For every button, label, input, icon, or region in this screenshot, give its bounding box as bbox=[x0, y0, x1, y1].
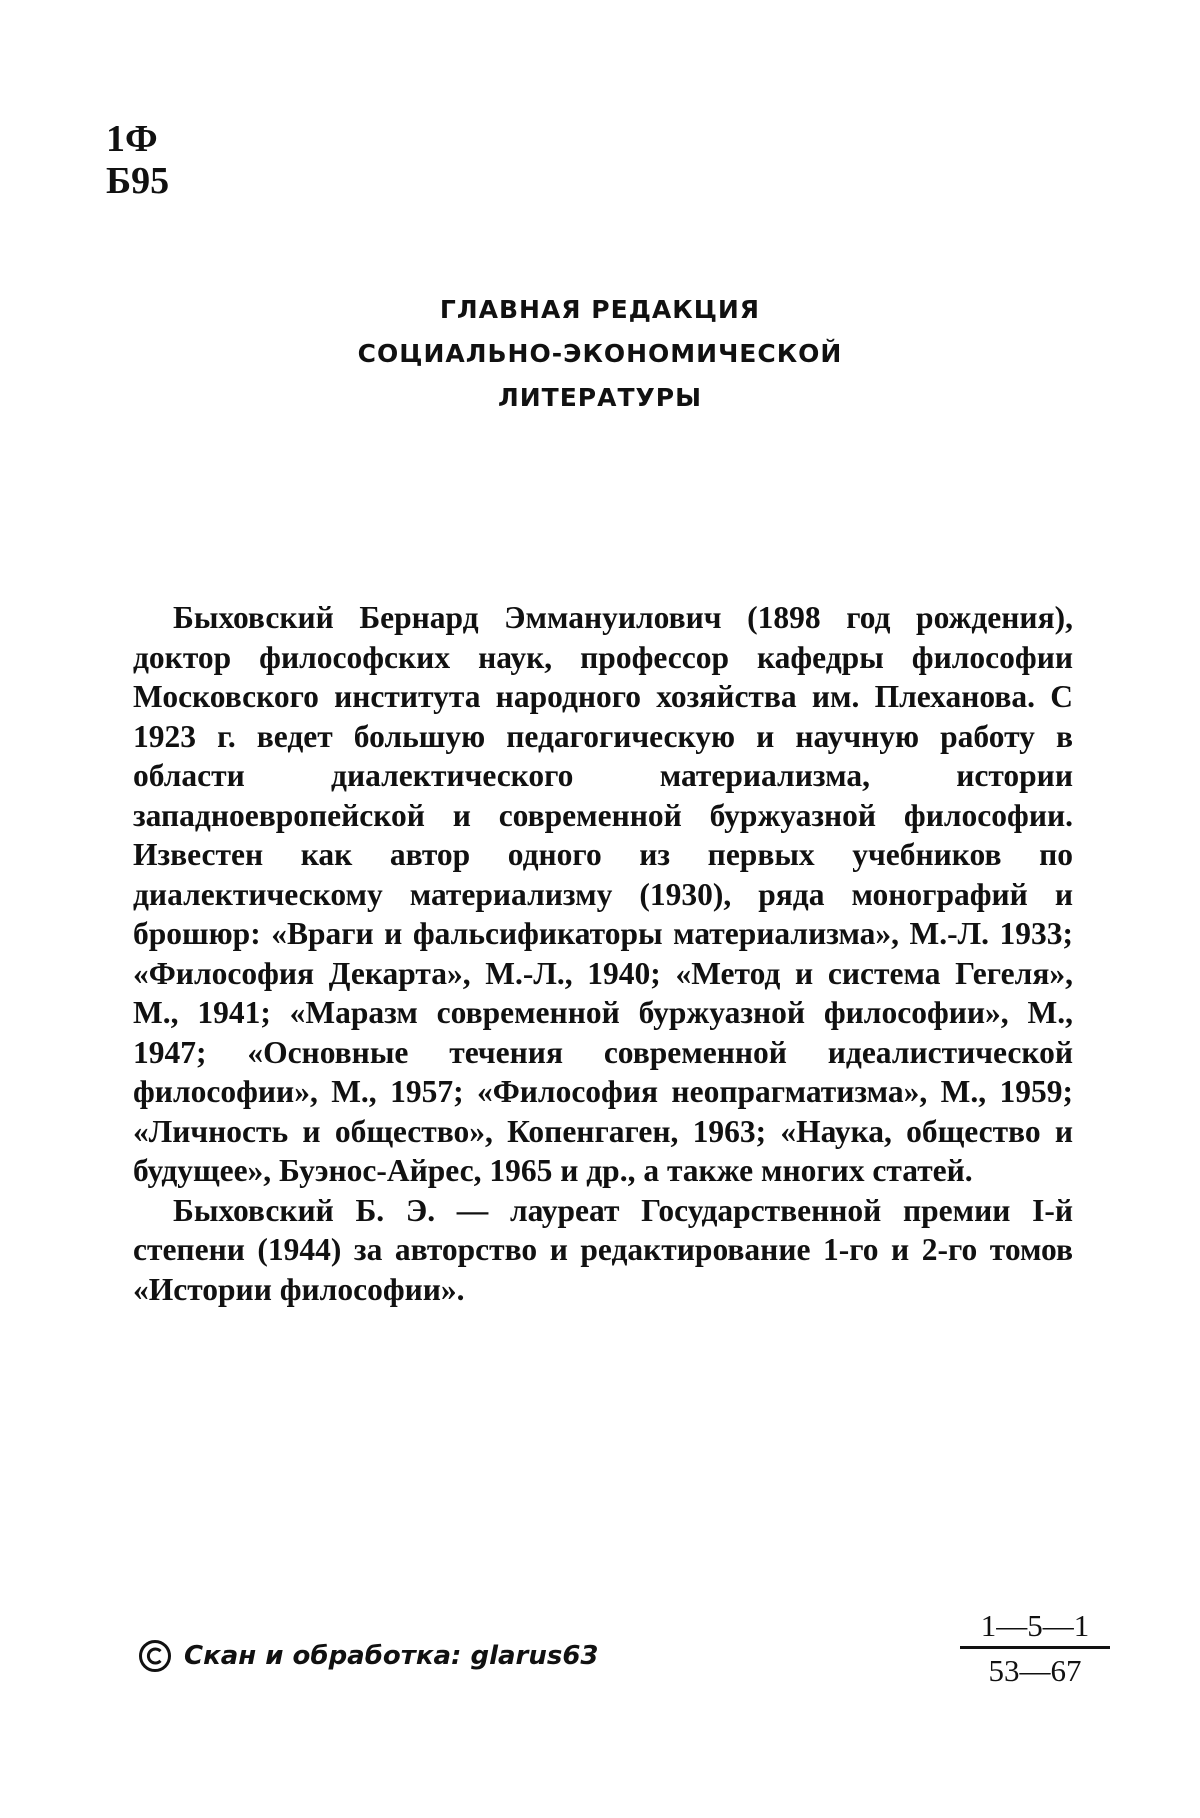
copyright-icon bbox=[138, 1639, 172, 1673]
annotation-paragraph-2: Быховский Б. Э. — лауреат Государственной премии I-й степени (1944) за авторство и редактирование 1-го и 2-го томов «Истории философии». bbox=[133, 1192, 1073, 1307]
index-numerator: 1—5—1 bbox=[960, 1608, 1110, 1649]
scan-credit bbox=[138, 1636, 599, 1676]
classification-line-2: Б95 bbox=[106, 160, 170, 202]
publisher-line-3: ЛИТЕРАТУРЫ bbox=[497, 383, 703, 412]
scan-credit-text: Скан и обработка: glarus63 bbox=[184, 1641, 599, 1671]
publisher-line-2: СОЦИАЛЬНО-ЭКОНОМИЧЕСКОЙ bbox=[357, 339, 843, 368]
author-annotation bbox=[133, 598, 1073, 1309]
annotation-paragraph-1: Быховский Бернард Эммануилович (1898 год рождения), доктор философских наук, профессор кафедры философии Московского института народного хозяйства им. Плеханова. С 1923 г. ведет большую педагогическую и научную работу в области диалектического материализма, истории западноевропейской и современной буржуазной философии. Известен как автор одного из первых учебников по диалектическому материализму (1930), ряда монографий и брошюр: «Враги и фальсификаторы материализма», М.-Л. 1933; «Философия Декарта», М.-Л., 1940; «Метод и система Гегеля», М., 1941; «Маразм современной буржуазной философии», М., 1947; «Основные течения современной идеалистической философии», М., 1957; «Философия неопрагматизма», М., 1959; «Личность и общество», Копенгаген, 1963; «Наука, общество и будущее», Буэнос-Айрес, 1965 и др., а также многих статей. bbox=[133, 600, 1073, 1188]
publisher-heading bbox=[0, 288, 1200, 420]
index-denominator: 53—67 bbox=[988, 1653, 1082, 1688]
publication-index bbox=[960, 1608, 1110, 1691]
publisher-line-1: ГЛАВНАЯ РЕДАКЦИЯ bbox=[439, 295, 761, 324]
classification-line-1: 1Ф bbox=[106, 118, 158, 160]
classification-code bbox=[106, 118, 169, 202]
